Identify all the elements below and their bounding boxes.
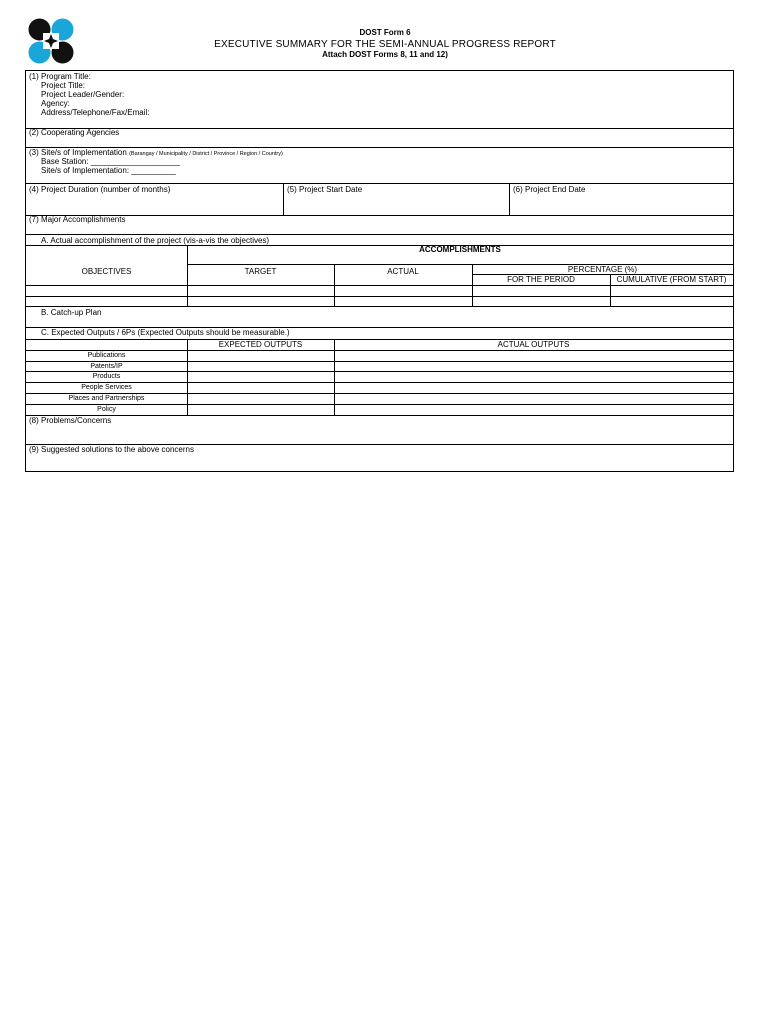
divider	[26, 415, 733, 416]
divider	[334, 339, 335, 415]
sites-label: Site/s of Implementation: __________	[41, 166, 176, 175]
project-title-label: Project Title:	[41, 81, 86, 90]
project-start-date-label: (5) Project Start Date	[287, 185, 363, 194]
suggested-solutions-label: (9) Suggested solutions to the above concerns	[29, 445, 194, 454]
actual-header: ACTUAL	[387, 267, 419, 276]
output-row-products: Products	[92, 373, 121, 380]
divider	[26, 296, 733, 297]
objectives-header: OBJECTIVES	[81, 267, 132, 276]
project-leader-label: Project Leader/Gender:	[41, 90, 125, 99]
divider	[26, 234, 733, 235]
divider	[26, 306, 733, 307]
divider	[283, 183, 284, 215]
page-title: EXECUTIVE SUMMARY FOR THE SEMI-ANNUAL PROGRESS REPORT	[214, 39, 556, 50]
cooperating-agencies-label: (2) Cooperating Agencies	[29, 128, 120, 137]
output-row-policy: Policy	[97, 406, 116, 413]
project-end-date-label: (6) Project End Date	[513, 185, 586, 194]
project-duration-label: (4) Project Duration (number of months)	[29, 185, 171, 194]
agency-label: Agency:	[41, 99, 70, 108]
output-row-publications: Publications	[87, 352, 126, 359]
output-row-places-partnerships: Places and Partnerships	[68, 395, 145, 402]
divider	[26, 128, 733, 129]
form-number: DOST Form 6	[359, 28, 411, 37]
divider	[26, 183, 733, 184]
divider	[26, 215, 733, 216]
output-row-people-services: People Services	[81, 384, 132, 391]
major-accomplishments-label: (7) Major Accomplishments	[29, 215, 126, 224]
sites-implementation-note: (Barangay / Municipality / District / Province / Region / Country)	[129, 151, 283, 157]
target-header: TARGET	[244, 267, 277, 276]
executive-summary-form	[25, 70, 734, 472]
table-c-title: C. Expected Outputs / 6Ps (Expected Outputs should be measurable.)	[41, 328, 290, 337]
cumulative-header: CUMULATIVE (FROM START)	[616, 275, 727, 284]
address-label: Address/Telephone/Fax/Email:	[41, 108, 150, 117]
divider	[26, 285, 733, 286]
program-title-label: (1) Program Title:	[29, 72, 91, 81]
problems-concerns-label: (8) Problems/Concerns	[29, 416, 112, 425]
sites-implementation-title: (3) Site/s of Implementation	[29, 148, 127, 157]
divider	[187, 339, 188, 415]
percentage-header: PERCENTAGE (%)	[567, 265, 638, 274]
expected-outputs-header: EXPECTED OUTPUTS	[218, 340, 303, 349]
actual-outputs-header: ACTUAL OUTPUTS	[497, 340, 570, 349]
catch-up-plan-label: B. Catch-up Plan	[41, 308, 102, 317]
accomplishments-header: ACCOMPLISHMENTS	[419, 245, 501, 254]
table-a-title: A. Actual accomplishment of the project (vis-a-vis the objectives)	[41, 236, 270, 245]
dost-logo	[28, 18, 74, 64]
attach-note: Attach DOST Forms 8, 11 and 12)	[322, 50, 448, 59]
output-row-patents: Patents/IP	[90, 363, 123, 370]
for-the-period-header: FOR THE PERIOD	[507, 275, 575, 284]
divider	[509, 183, 510, 215]
base-station-label: Base Station: ____________________	[41, 157, 180, 166]
